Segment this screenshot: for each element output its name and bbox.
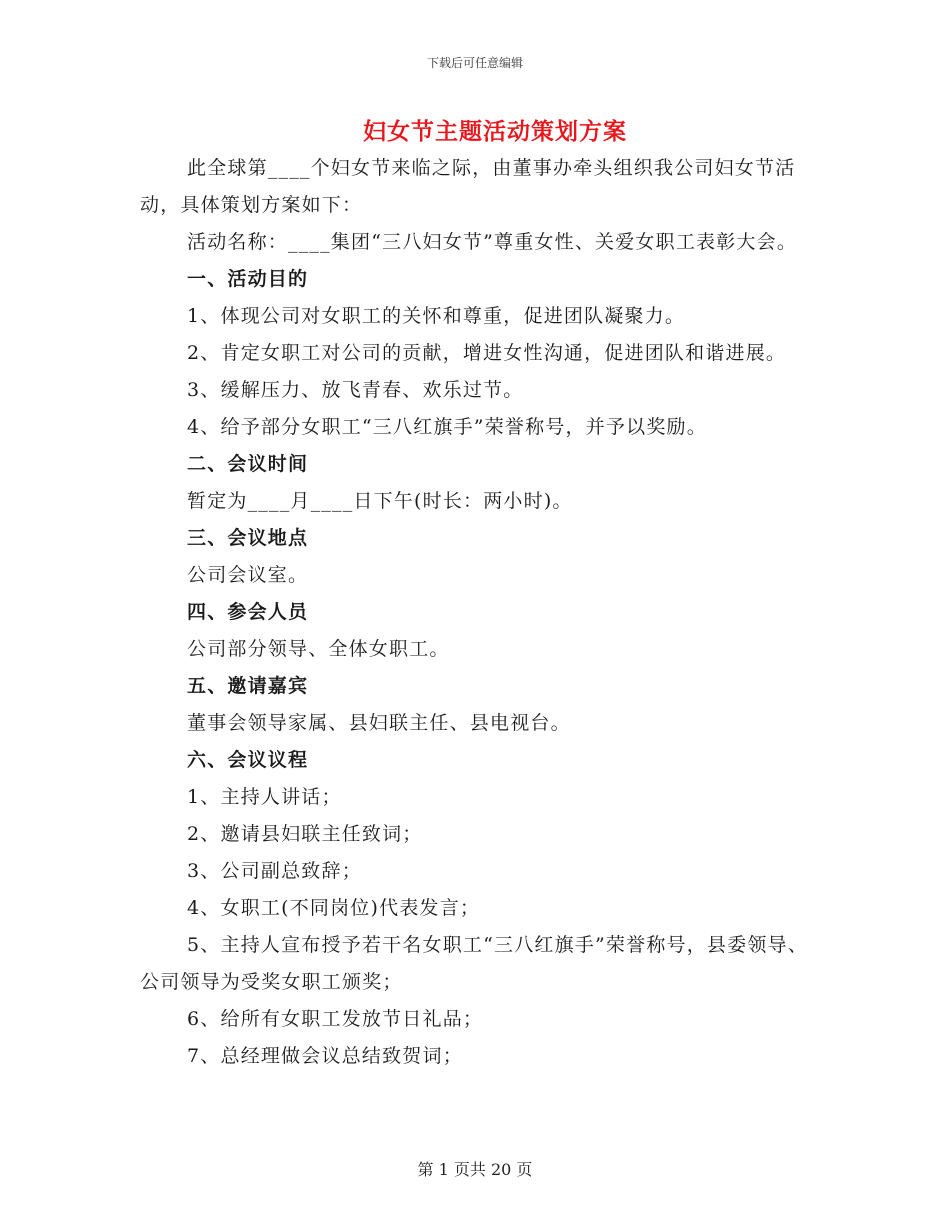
section-heading-attendees: 四、参会人员 <box>187 601 309 623</box>
section-heading-time: 二、会议时间 <box>187 453 309 475</box>
document-body <box>140 150 820 1075</box>
list-item: 3、公司副总致辞； <box>187 860 362 882</box>
section-heading-agenda: 六、会议议程 <box>187 749 309 771</box>
intro-paragraph: 此全球第____个妇女节来临之际，由董事办牵头组织我公司妇女节活动，具体策划方案如下： <box>140 157 796 216</box>
page-indicator: 第 1 页共 20 页 <box>417 1160 533 1179</box>
document-title: 妇女节主题活动策划方案 <box>363 118 627 145</box>
list-item: 2、肯定女职工对公司的贡献，增进女性沟通，促进团队和谐进展。 <box>187 342 787 364</box>
list-item: 6、给所有女职工发放节日礼品； <box>187 1008 484 1030</box>
list-item: 7、总经理做会议总结致贺词； <box>187 1045 463 1067</box>
list-item: 3、缓解压力、放飞青春、欢乐过节。 <box>187 379 524 401</box>
attendees-text: 公司部分领导、全体女职工。 <box>187 638 450 660</box>
page-header-note: 下载后可任意编辑 <box>426 56 523 70</box>
place-text: 公司会议室。 <box>187 564 309 586</box>
list-item: 2、邀请县妇联主任致词； <box>187 823 423 845</box>
guests-text: 董事会领导家属、县妇联主任、县电视台。 <box>187 712 571 734</box>
list-item: 4、女职工(不同岗位)代表发言； <box>187 897 481 919</box>
list-item: 1、主持人讲话； <box>187 786 342 808</box>
activity-name-paragraph: 活动名称：____集团“三八妇女节”尊重女性、关爱女职工表彰大会。 <box>187 231 798 253</box>
list-item: 1、体现公司对女职工的关怀和尊重，促进团队凝聚力。 <box>187 305 686 327</box>
section-heading-guests: 五、邀请嘉宾 <box>187 675 309 697</box>
list-item: 5、主持人宣布授予若干名女职工“三八红旗手”荣誉称号，县委领导、公司领导为受奖女职工颁奖； <box>140 934 808 993</box>
time-text: 暂定为____月____日下午(时长：两小时)。 <box>187 490 573 512</box>
section-heading-goals: 一、活动目的 <box>187 268 309 290</box>
list-item: 4、给予部分女职工“三八红旗手”荣誉称号，并予以奖励。 <box>187 416 707 438</box>
section-heading-place: 三、会议地点 <box>187 527 309 549</box>
